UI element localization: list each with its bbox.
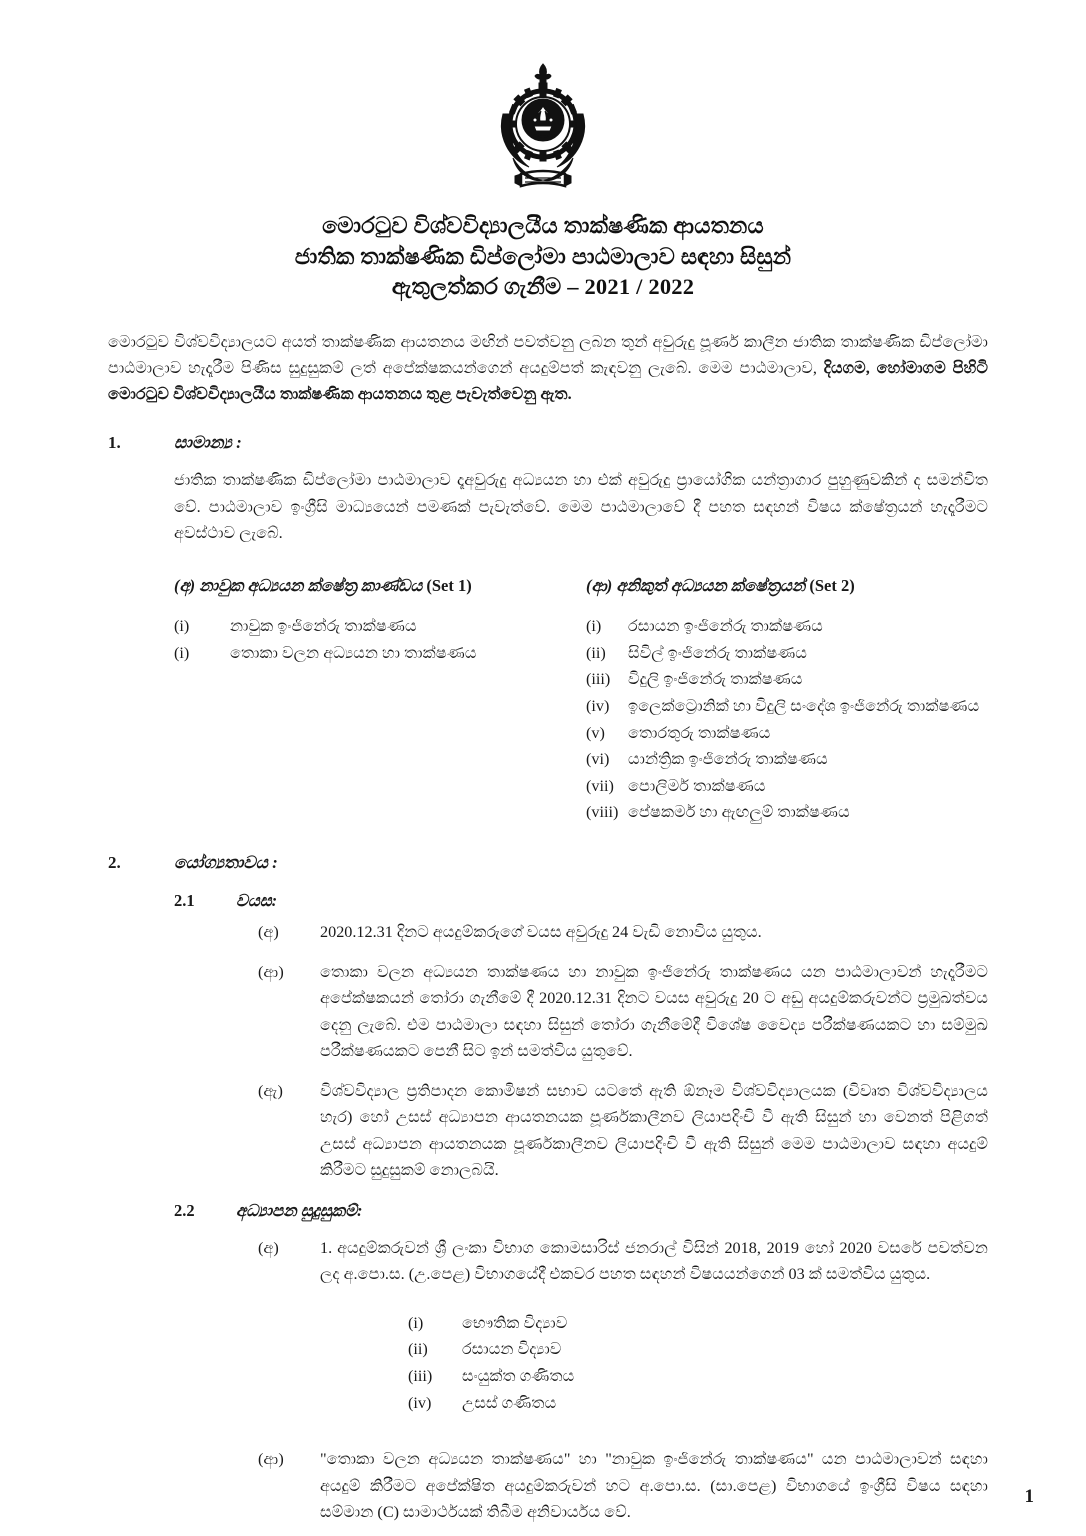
subject-2-text: සංයුක්ත ගණිතය [462, 1366, 575, 1385]
section-1-heading: සාමාන්‍ය : [174, 433, 242, 453]
list-item [586, 774, 988, 800]
subsection-2-2-header [108, 1201, 988, 1221]
set-2-item-5-text: යාන්ත්‍රික ඉංජිනේරු තාක්ෂණය [628, 750, 828, 769]
set-2-item-1-marker: (ii) [586, 643, 606, 662]
set-1-column [174, 576, 586, 827]
set-2-title-latin: (Set 2) [809, 576, 855, 596]
item-2-1-b-marker: (ආ) [258, 963, 284, 982]
list-item [408, 1363, 988, 1390]
item-2-1-a [108, 919, 988, 945]
title-line-1: මොරටුව විශ්වවිද්‍යාලයීය තාක්ෂණික ආයතනය [322, 213, 764, 238]
item-2-2-b-text: "තොකා වලන අධ්‍යයන තාක්ෂණය" හා "නාවුක ඉංජිනේරු තාක්ෂණය" යන පාඨමාලාවන් සඳහා අයදුම් කිරීමට අපේක්ෂිත අයදුම්කරුවන් හට අ.පො.ස. (සා.පෙළ) විභාගයේ ඉංග්‍රීසි විෂය සඳහා සම්මාන (C) සාමාර්ථයක් තිබීම අනිවාර්යය වේ. [320, 1450, 988, 1521]
intro-paragraph [108, 329, 988, 408]
set-1-list [174, 614, 586, 666]
item-2-1-a-marker: (අ) [258, 922, 279, 941]
item-2-1-b-text: තොකා වලන අධ්‍යයන තාක්ෂණය හා නාවුක ඉංජිනේරු තාක්ෂණය යන පාඨමාලාවන් හැදෑරීමට අපේක්ෂකයන් තෝරා ගැනීමේ දී 2020.12.31 දිනට වයස අවුරුදු 20 ට අඩු අයදුම්කරුවන්ට ප්‍රමුඛත්වය දෙනු ලැබේ. එම පාඨමාලා සඳහා සිසුන් තෝරා ගැනීමේදී විශේෂ වෛද්‍ය පරීක්ෂණයකට හා සම්මුඛ පරීක්ෂණයකට පෙනී සිට ඉන් සමත්විය යුතුවේ. [320, 963, 988, 1060]
set-2-item-7-marker: (viii) [586, 803, 619, 822]
set-2-item-4-text: තොරතුරු තාක්ෂණය [628, 723, 771, 742]
intro-text-part1: මොරටුව විශ්වවිද්‍යාලයට අයත් තාක්ෂණික ආයතනය මඟින් පවත්වනු ලබන තුන් අවුරුදු පූර්ණ කාලීන ජාතික තාක්ෂණික ඩිප්ලෝමා පාඨමාලාව හැදෑරීම පිණිස සුදුසුකම් ලත් අපේක්ෂකයන්ගෙන් අයදුම්පත් කැඳවනු ලැබේ. මෙම පාඨමාලාව, [108, 332, 988, 378]
item-2-2-a-text: අයදුම්කරුවන් ශ්‍රී ලංකා විභාග කොමසාරිස් ජනරාල් විසින් 2018, 2019 හෝ 2020 වසරේ පවත්වන ලද අ.පො.ස. (උ.පෙළ) විභාගයේදී එකවර පහත සඳහන් විෂයයන්ගෙන් 03 ක් සමත්විය යුතුය. [320, 1239, 988, 1284]
set-2-item-2-text: විදුලි ඉංජිනේරු තාක්ෂණය [628, 670, 803, 689]
intro-text-bold: දියගම, හෝමාගම පිහිටි මොරටුව විශ්වවිද්‍යාලයීය තාක්ෂණික ආයතනය තුළ පැවැත්වෙනු ඇත. [108, 359, 989, 404]
set-2-title-text: (ආ) අනිකුත් අධ්‍යයන ක්ෂේත්‍රයන් [586, 576, 810, 596]
subject-0-marker: (i) [408, 1313, 424, 1332]
section-2-number: 2. [108, 852, 121, 872]
subsection-2-2-heading: අධ්‍යාපන සුදුසුකම්: [236, 1201, 363, 1221]
item-2-1-c-marker: (ඇ) [258, 1082, 283, 1101]
subsection-2-1-header [108, 891, 988, 911]
section-2-header [108, 853, 988, 873]
set-2-title [586, 576, 988, 596]
subject-1-text: රසායන විද්‍යාව [462, 1340, 562, 1359]
item-2-1-c-text: විශ්වවිද්‍යාල ප්‍රතිපාදන කොමිෂන් සභාව යටතේ ඇති ඕනෑම විශ්වවිද්‍යාලයක (විවෘත විශ්වවිද්‍යාලය හැර) හෝ උසස් අධ්‍යාපන ආයතනයක පූර්ණකාලීනව ලියාපදිංචි වී ඇති සිසුන් හා වෙනත් පිළිගත් උසස් අධ්‍යාපන ආයතනයක පූර්ණකාලීනව ලියාපදිංචි වී ඇති සිසුන් මෙම පාඨමාලාව සඳහා අයදුම් කිරීමට සුදුසුකම් නොලබයි. [320, 1082, 988, 1179]
set-2-item-6-text: පොලිමර් තාක්ෂණය [628, 776, 766, 795]
set-2-list [586, 614, 988, 826]
list-item [408, 1390, 988, 1417]
subject-2-marker: (iii) [408, 1366, 433, 1385]
set-2-item-0-marker: (i) [586, 617, 602, 636]
title-line-2: ජාතික තාක්ෂණික ඩිප්ලෝමා පාඨමාලාව සඳහා සිසුන් [294, 243, 792, 269]
set-1-item-0-text: නාවුක ඉංජිනේරු තාක්ෂණය [230, 617, 417, 636]
list-item [408, 1336, 988, 1363]
section-1-number: 1. [108, 433, 121, 453]
set-2-item-6-marker: (vii) [586, 776, 614, 795]
set-1-title-latin: (Set 1) [426, 576, 472, 596]
item-2-2-a-body [320, 1235, 988, 1287]
subsection-2-2-number: 2.2 [174, 1201, 195, 1221]
set-2-item-2-marker: (iii) [586, 670, 611, 689]
subject-0-text: භෞතික විද්‍යාව [462, 1313, 568, 1332]
section-1-header [108, 433, 988, 453]
set-2-item-1-text: සිවිල් ඉංජිනේරු තාක්ෂණය [628, 643, 808, 662]
set-2-item-5-marker: (vi) [586, 750, 610, 769]
page-number: 1 [1024, 1486, 1034, 1507]
set-2-item-0-text: රසායන ඉංජිනේරු තාක්ෂණය [628, 617, 823, 636]
subject-3-marker: (iv) [408, 1393, 432, 1412]
set-2-item-3-text: ඉලෙක්ට්‍රොනික් හා විදුලි සංදේශ ඉංජිනේරු තාක්ෂණය [628, 696, 980, 715]
item-2-2-a-marker: (අ) [258, 1239, 279, 1258]
item-2-2-a-number-label: 1. [320, 1239, 333, 1258]
item-2-2-a [108, 1235, 988, 1287]
university-of-moratuwa-emblem-icon [487, 62, 599, 190]
document-content [0, 329, 1086, 1525]
item-2-2-b-marker: (ආ) [258, 1450, 284, 1469]
list-item [586, 641, 988, 667]
subsection-2-1-heading: වයස: [236, 890, 278, 910]
set-1-item-0-marker: (i) [174, 617, 190, 636]
al-subject-list [108, 1310, 988, 1417]
list-item [586, 747, 988, 773]
item-2-1-a-text: 2020.12.31 දිනට අයදුම්කරුගේ වයස අවුරුදු 24 වැඩි නොවිය යුතුය. [320, 922, 762, 941]
set-1-title-text: (අ) නාවුක අධ්‍යයන ක්ෂේත්‍ර කාණ්ඩය [174, 576, 427, 596]
set-2-item-3-marker: (iv) [586, 696, 610, 715]
item-2-1-b [108, 959, 988, 1064]
set-2-column [586, 576, 988, 827]
list-item [586, 694, 988, 720]
set-1-title [174, 576, 586, 596]
item-2-1-c [108, 1078, 988, 1183]
list-item [586, 614, 988, 640]
subject-1-marker: (ii) [408, 1340, 428, 1359]
set-1-item-1-text: තොකා වලන අධ්‍යයන හා තාක්ෂණය [230, 643, 477, 662]
subject-3-text: උසස් ගණිතය [462, 1393, 557, 1412]
study-fields-columns [108, 576, 988, 827]
set-2-item-7-text: පේෂකර්ම හා ඇඟලුම් තාක්ෂණය [628, 803, 850, 822]
section-2-heading: යෝග්‍යතාවය : [174, 852, 278, 872]
emblem-container [0, 0, 1086, 195]
page-title [0, 211, 1086, 303]
set-2-item-4-marker: (v) [586, 723, 605, 742]
title-line-3: ඇතුලත්කර ගැනීම – 2021 / 2022 [391, 274, 695, 300]
list-item [174, 641, 586, 667]
item-2-2-b [108, 1446, 988, 1525]
subsection-2-1-number: 2.1 [174, 890, 195, 910]
list-item [174, 614, 586, 640]
list-item [586, 800, 988, 826]
list-item [586, 667, 988, 693]
set-1-item-1-marker: (i) [174, 643, 190, 662]
list-item [408, 1310, 988, 1337]
section-1-body: ජාතික තාක්ෂණික ඩිප්ලෝමා පාඨමාලාව දෑඅවුරුදු අධ්‍යයන හා එක් අවුරුදු ප්‍රායෝගික යන්ත්‍රාගාර පුහුණුවකින් ද සමන්විත වේ. පාඨමාලාව ඉංග්‍රීසි මාධ්‍යයෙන් පමණක් පැවැත්වේ. මෙම පාඨමාලාවේ දී පහත සඳහන් විෂය ක්ෂේත්‍රයන් හැදෑරීමට අවස්ථාව ලැබේ. [174, 471, 988, 542]
list-item [586, 721, 988, 747]
